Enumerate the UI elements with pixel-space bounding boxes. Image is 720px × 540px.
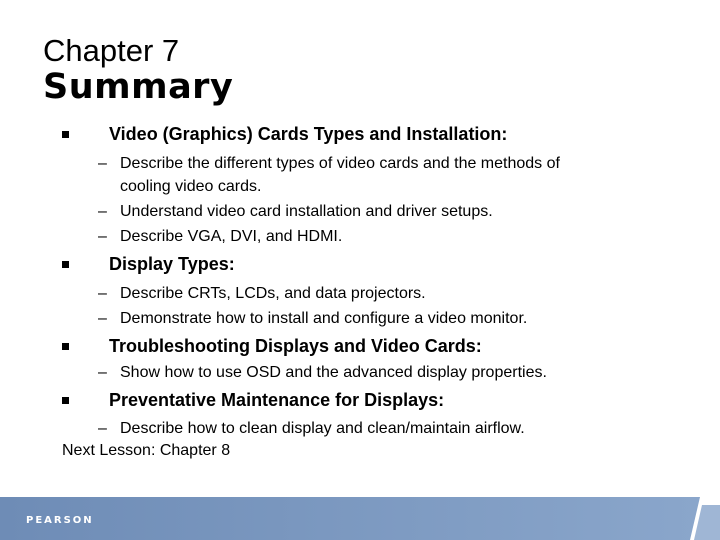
dash-glyph: – [98,310,107,327]
sub-item [98,307,527,330]
next-lesson-text: Next Lesson: Chapter 8 [62,442,231,459]
sub-item [98,225,342,248]
sub-item-text: Show how to use OSD and the advanced display properties. [120,364,547,381]
dash-glyph: – [98,228,107,245]
section-heading-video-cards: Video (Graphics) Cards Types and Installation: [109,124,508,144]
summary-title: Summary [43,67,234,107]
section-heading-display-types: Display Types: [109,254,235,274]
bullet-square-icon [62,396,69,404]
section-heading-troubleshooting: Troubleshooting Displays and Video Cards: [109,336,482,356]
dash-glyph: – [98,203,107,220]
section-heading-maintenance: Preventative Maintenance for Displays: [109,390,445,410]
chapter-title: Chapter 7 [43,33,180,68]
sub-item [98,417,525,440]
dash-glyph: – [98,285,107,302]
bullet-square-icon [62,342,69,350]
sub-item-text: Describe the different types of video cards and the methods of [120,155,560,172]
footer-band-graphic [0,497,720,540]
footer-band [0,497,720,540]
sub-item-text: Describe how to clean display and clean/maintain airflow. [120,420,525,437]
sub-item-text: cooling video cards. [120,178,262,195]
title-block [43,33,233,105]
sub-item-text: Demonstrate how to install and configure a video monitor. [120,310,528,327]
bullet-square-icon [62,130,69,138]
sub-item [98,282,426,305]
sub-item [98,152,560,175]
sub-item [98,361,547,384]
sub-item-text: Describe VGA, DVI, and HDMI. [120,228,343,245]
sub-item-text: Understand video card installation and driver setups. [120,203,493,220]
bullet-square-icon [62,260,69,268]
pearson-logo: PEARSON [26,515,94,526]
sub-item-continuation [120,175,261,198]
dash-glyph: – [98,420,107,437]
dash-glyph: – [98,364,107,381]
dash-glyph: – [98,155,107,172]
sub-item-text: Describe CRTs, LCDs, and data projectors. [120,285,426,302]
sub-item [98,200,493,223]
